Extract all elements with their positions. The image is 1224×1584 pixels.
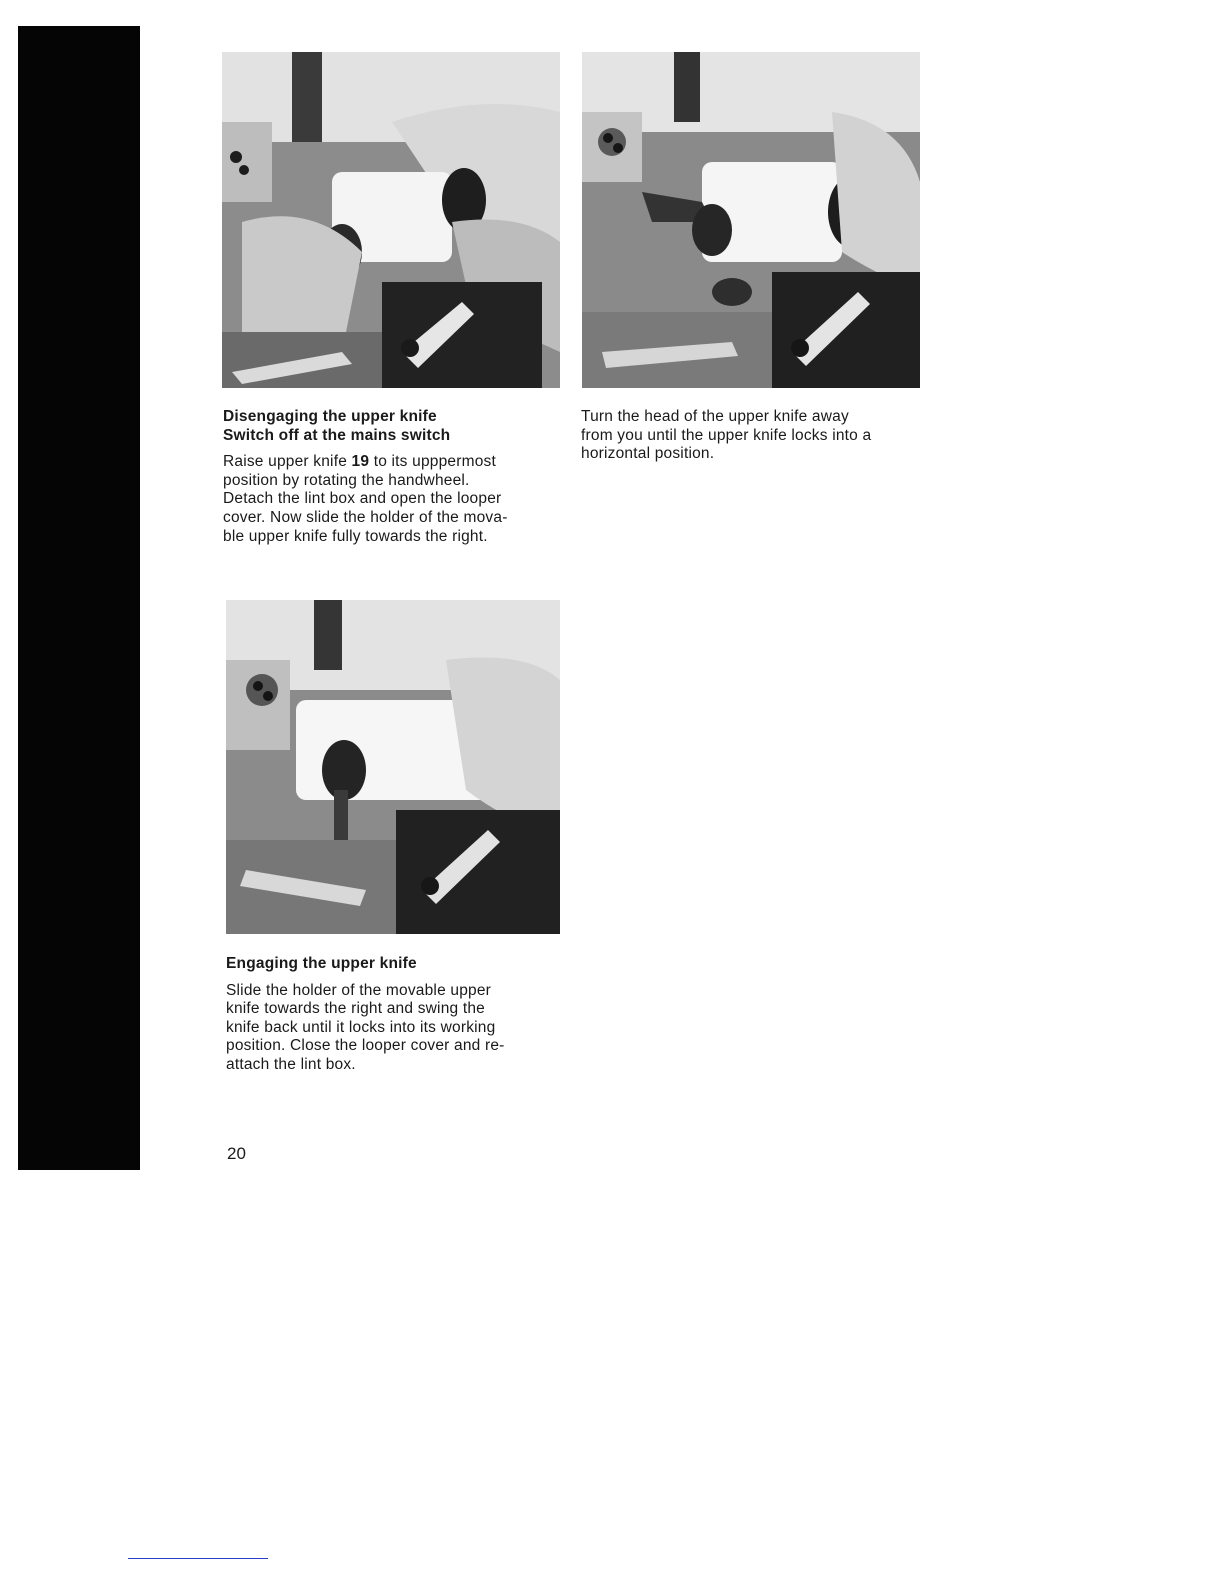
- body-disengaging-suffix: to its upppermost position by rotating the handwheel. Detach the lint box and open the looper cover. Now slide the holder of the mova- ble upper knife fully towards the right.: [223, 453, 508, 545]
- page-number: 20: [227, 1144, 246, 1163]
- photo-engaging-knife: [226, 600, 560, 934]
- photo-turning-knife-head: [582, 52, 920, 388]
- body-disengaging-prefix: Raise upper knife: [223, 453, 352, 471]
- body-engaging: Slide the holder of the movable upper knife towards the right and swing the knife back until it locks into its working position. Close the looper cover and re- attach the lint box.: [226, 981, 505, 1073]
- photo-disengaging-knife: [222, 52, 560, 388]
- body-turn-head: Turn the head of the upper knife away from you until the upper knife locks into a horizontal position.: [581, 408, 872, 463]
- heading-disengaging: Disengaging the upper knife Switch off at the mains switch: [223, 408, 451, 444]
- part-number: 19: [351, 453, 370, 471]
- section-turn-head: [581, 408, 921, 464]
- heading-engaging: Engaging the upper knife: [226, 955, 417, 972]
- footer-rule: [128, 1558, 268, 1559]
- section-engaging: [226, 955, 546, 1075]
- binding-edge: [18, 26, 140, 1170]
- section-disengaging: [223, 408, 543, 546]
- body-disengaging: [223, 453, 543, 546]
